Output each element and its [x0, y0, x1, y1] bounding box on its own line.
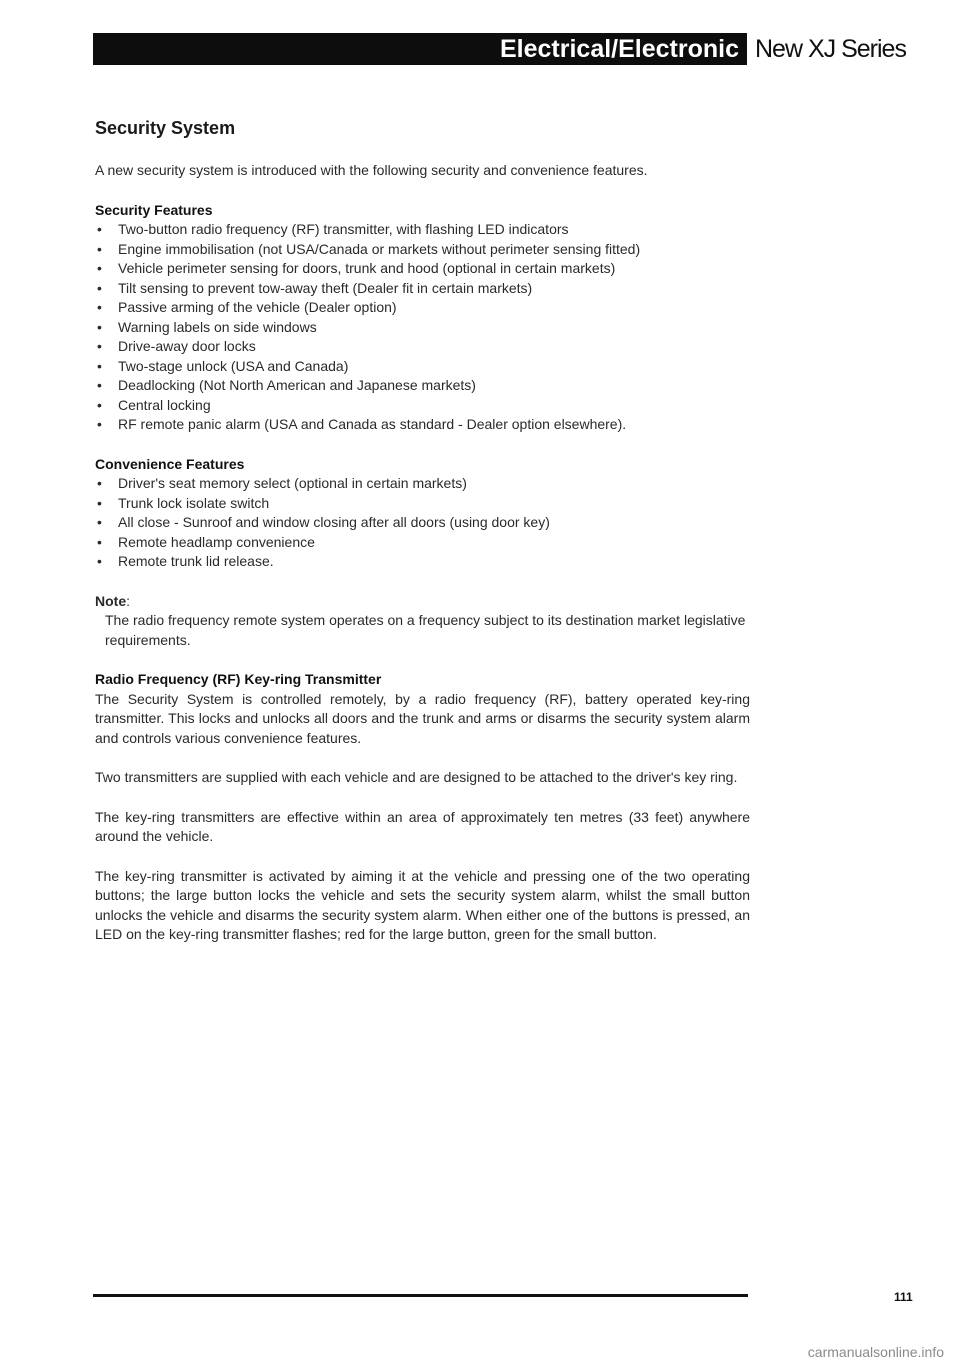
- list-item: • Drive-away door locks: [95, 337, 750, 357]
- page-content: [95, 112, 750, 965]
- convenience-features-heading: Convenience Features: [95, 455, 245, 472]
- rf-paragraph: Two transmitters are supplied with each vehicle and are designed to be attached to the driver's key ring.: [95, 769, 738, 785]
- rf-paragraph: The key-ring transmitters are effective within an area of approximately ten metres (33 feet) anywhere around the vehicle.: [95, 808, 750, 844]
- list-item: • Vehicle perimeter sensing for doors, trunk and hood (optional in certain markets): [95, 259, 750, 279]
- list-item: • Passive arming of the vehicle (Dealer option): [95, 298, 750, 318]
- header-series-title: New XJ Series: [755, 35, 906, 63]
- list-item: • Deadlocking (Not North American and Japanese markets): [95, 376, 750, 396]
- list-item: • Driver's seat memory select (optional in certain markets): [95, 474, 750, 494]
- note-label-text: Note: [95, 592, 127, 609]
- watermark-text: carmanualsonline.info: [807, 1344, 944, 1360]
- list-item: • Engine immobilisation (not USA/Canada or markets without perimeter sensing fitted): [95, 240, 750, 260]
- list-item: • Remote trunk lid release.: [95, 552, 750, 572]
- list-item: • RF remote panic alarm (USA and Canada as standard - Dealer option elsewhere).: [95, 415, 750, 435]
- note-text: The radio frequency remote system operates on a frequency subject to its destination market legislative requirements.: [105, 612, 746, 648]
- list-item: • Remote headlamp convenience: [95, 533, 750, 553]
- security-features-list: [95, 220, 750, 435]
- footer-rule: [93, 1294, 748, 1297]
- rf-transmitter-heading: Radio Frequency (RF) Key-ring Transmitter: [95, 671, 382, 687]
- list-item: • Warning labels on side windows: [95, 318, 750, 338]
- rf-paragraph: The key-ring transmitter is activated by aiming it at the vehicle and pressing one of the two operating buttons; the large button locks the vehicle and sets the security system alarm, whilst the small button unlocks the vehicle and disarms the security system alarm. When either one of the buttons is pressed, an LED on the key-ring transmitter flashes; red for the large button, green for the small button.: [95, 867, 750, 942]
- intro-paragraph: A new security system is introduced with the following security and convenience features.: [95, 162, 648, 178]
- page-number: 111: [894, 1290, 913, 1304]
- rf-paragraph: The Security System is controlled remotely, by a radio frequency (RF), battery operated key-ring transmitter. This locks and unlocks all doors and the trunk and arms or disarms the security system alarm and controls various convenience features.: [95, 690, 750, 746]
- note-label: [95, 592, 750, 612]
- convenience-features-list: [95, 474, 750, 572]
- list-item: • Two-stage unlock (USA and Canada): [95, 357, 750, 377]
- list-item: • All close - Sunroof and window closing after all doors (using door key): [95, 513, 750, 533]
- list-item: • Trunk lock isolate switch: [95, 494, 750, 514]
- note-colon: :: [126, 592, 131, 609]
- list-item: • Tilt sensing to prevent tow-away theft (Dealer fit in certain markets): [95, 279, 750, 299]
- security-features-heading: Security Features: [95, 201, 213, 218]
- list-item: • Central locking: [95, 396, 750, 416]
- page-title: Security System: [95, 118, 236, 138]
- header-section-title: Electrical/Electronic: [500, 35, 740, 63]
- list-item: • Two-button radio frequency (RF) transmitter, with flashing LED indicators: [95, 220, 750, 240]
